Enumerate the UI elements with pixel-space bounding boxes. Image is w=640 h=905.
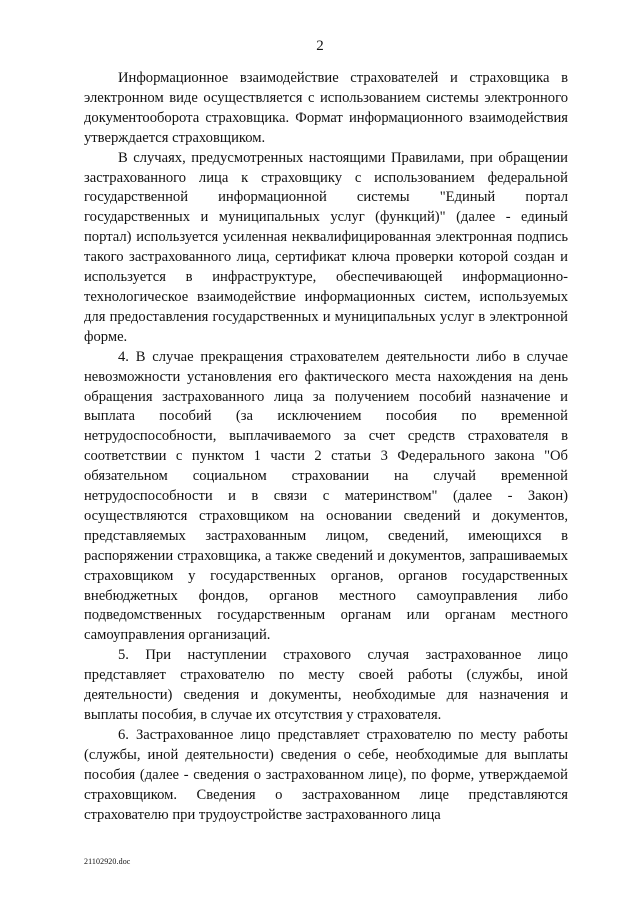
paragraph-electronic-interaction: Информационное взаимодействие страхователей и страховщика в электронном виде осуществляется с использованием системы электронного документооборота страховщика. Формат информационного взаимодействия утверждается страховщиком. (84, 70, 568, 146)
document-filename: 21102920.doc (84, 857, 131, 866)
page-number: 2 (316, 38, 324, 54)
paragraph-item-6: 6. Застрахованное лицо представляет страхователю по месту работы (службы, иной деятельности) сведения о себе, необходимые для выплаты пособия (далее - сведения о застрахованном лице), по форме, утверждаемой страховщиком. Сведения о застрахованном лице представляются страхователю при трудоустройстве застрахованного лица (84, 726, 568, 823)
paragraph-item-4: 4. В случае прекращения страхователем деятельности либо в случае невозможности установления его фактического места нахождения на день обращения застрахованного лица за получением пособий назначение и выплата пособий (за исключением пособия по временной нетрудоспособности, выплачиваемого за счет средств страхователя в соответствии с пунктом 1 части 2 статьи 3 Федерального закона "Об обязательном социальном страховании на случай временной нетрудоспособности и в связи с материнством" (далее - Закон) осуществляются страховщиком на основании сведений и документов, представляемых застрахованным лицом, сведений, имеющихся в распоряжении страховщика, а также сведений и документов, запрашиваемых страховщиком у государственных органов, органов государственных внебюджетных фондов, органов местного самоуправления либо подведомственных государственным органам или органам местного самоуправления организаций. (84, 348, 568, 644)
document-body (84, 69, 568, 825)
paragraph-unified-portal: В случаях, предусмотренных настоящими Правилами, при обращении застрахованного лица к страховщику с использованием федеральной государственной информационной системы "Единый портал государственных и муниципальных услуг (функций)" (далее - единый портал) используется усиленная неквалифицированная электронная подпись такого застрахованного лица, сертификат ключа проверки которой создан и используется в инфраструктуре, обеспечивающей информационно-технологическое взаимодействие информационных систем, используемых для предоставления государственных и муниципальных услуг в электронной форме. (84, 149, 568, 345)
paragraph-item-5: 5. При наступлении страхового случая застрахованное лицо представляет страхователю по месту своей работы (службы, иной деятельности) сведения и документы, необходимые для назначения и выплаты пособия, в случае их отсутствия у страхователя. (84, 647, 568, 723)
